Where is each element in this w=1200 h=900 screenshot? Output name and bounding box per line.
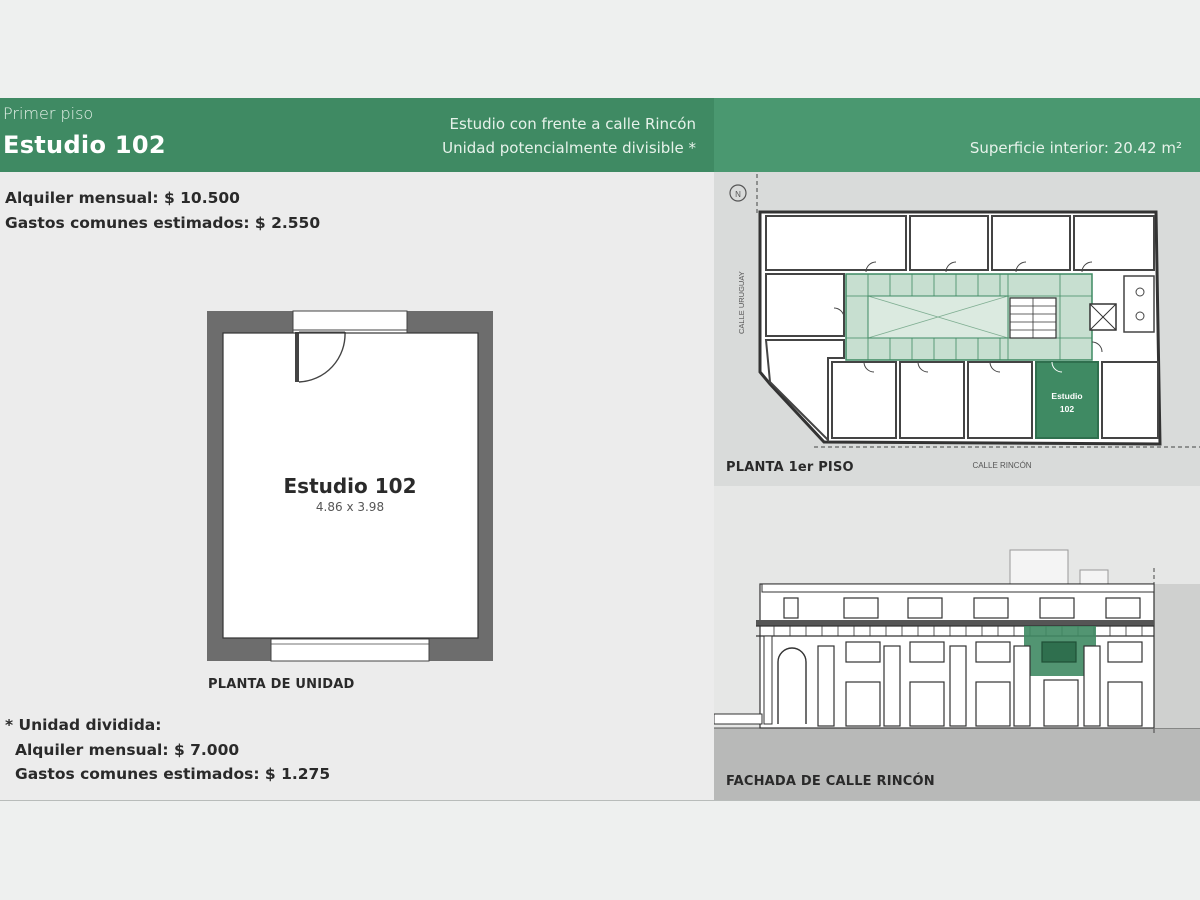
header-bar [0, 98, 714, 172]
description-line-1: Estudio con frente a calle Rincón [449, 115, 696, 133]
floor-plan-unit-label-1: Estudio [1051, 391, 1083, 401]
divided-expenses: Gastos comunes estimados: $ 1.275 [15, 765, 331, 783]
surface-label: Superficie interior: 20.42 m² [969, 139, 1182, 157]
floor-plan-panel [714, 172, 1200, 486]
floor-label: Primer piso [3, 104, 94, 123]
divided-rent: Alquiler mensual: $ 7.000 [15, 741, 240, 759]
unit-title: Estudio 102 [3, 131, 166, 159]
common-expenses: Gastos comunes estimados: $ 2.550 [5, 214, 321, 232]
divided-title: * Unidad dividida: [5, 716, 162, 734]
unit-plan-name: Estudio 102 [283, 474, 417, 498]
street-label-rincon: CALLE RINCÓN [972, 461, 1032, 470]
facade-drawing [714, 486, 1200, 800]
description-line-2: Unidad potencialmente divisible * [442, 139, 696, 157]
floor-plan-unit-label-2: 102 [1059, 404, 1075, 414]
header-bar-right [714, 98, 1200, 172]
street-label-uruguay: CALLE URUGUAY [737, 271, 746, 334]
floor-plan-caption: PLANTA 1er PISO [726, 460, 854, 475]
unit-plan-caption: PLANTA DE UNIDAD [208, 677, 355, 692]
unit-plan-dimensions: 4.86 x 3.98 [315, 500, 385, 514]
facade-panel [714, 486, 1200, 800]
svg-text:N: N [735, 190, 741, 199]
rent-price: Alquiler mensual: $ 10.500 [5, 189, 240, 207]
floor-plan-drawing [714, 172, 1200, 486]
facade-caption: FACHADA DE CALLE RINCÓN [726, 774, 935, 789]
